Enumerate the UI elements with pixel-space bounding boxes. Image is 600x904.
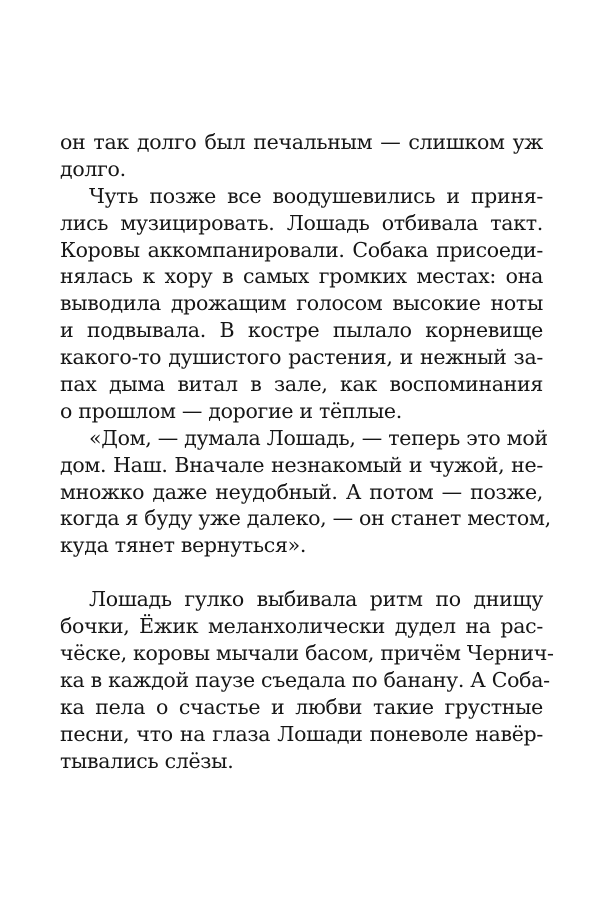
text-line: когда я буду уже далеко, — он станет местом, <box>60 506 551 531</box>
text-line: Коровы аккомпанировали. Собака присоеди- <box>60 237 543 262</box>
text-line: Чуть позже все воодушевились и приня- <box>89 183 543 208</box>
text-line: лись музицировать. Лошадь отбивала такт. <box>60 210 543 235</box>
text-line: он так долго был печальным — слишком уж <box>60 130 543 154</box>
text-line: выводила дрожащим голосом высокие ноты <box>60 291 543 316</box>
paragraph <box>60 425 551 559</box>
text-line: какого-то душистого растения, и нежный за- <box>60 345 543 370</box>
text-line: нялась к хору в самых громких местах: она <box>60 264 543 289</box>
text-line: «Дом, — думала Лошадь, — теперь это мой <box>89 425 548 450</box>
text-line: ка в каждой паузе съедала по банану. А Соба- <box>60 667 550 692</box>
text-line: множко даже неудобный. А потом — позже, <box>60 479 543 504</box>
paragraph <box>60 183 543 425</box>
text-line: ка пела о счастье и любви такие грустные <box>60 694 543 719</box>
paragraph-gap <box>60 559 543 586</box>
text-line: тывались слёзы. <box>60 748 234 773</box>
paragraph <box>60 129 543 183</box>
text-line: о прошлом — дорогие и тёплые. <box>60 398 402 423</box>
book-page-text <box>60 129 554 774</box>
text-line: и подвывала. В костре пылало корневище <box>60 318 543 343</box>
text-line: долго. <box>60 156 126 181</box>
text-line: куда тянет вернуться». <box>60 533 307 558</box>
text-line: бочки, Ёжик меланхолически дудел на рас- <box>60 614 543 639</box>
text-line: Лошадь гулко выбивала ритм по днищу <box>89 587 543 612</box>
text-line: песни, что на глаза Лошади поневоле навёр- <box>60 721 543 746</box>
paragraph <box>60 586 554 774</box>
text-line: чёске, коровы мычали басом, причём Чернич- <box>60 641 554 666</box>
text-line: пах дыма витал в зале, как воспоминания <box>60 372 543 397</box>
text-line: дом. Наш. Вначале незнакомый и чужой, не- <box>60 452 543 477</box>
